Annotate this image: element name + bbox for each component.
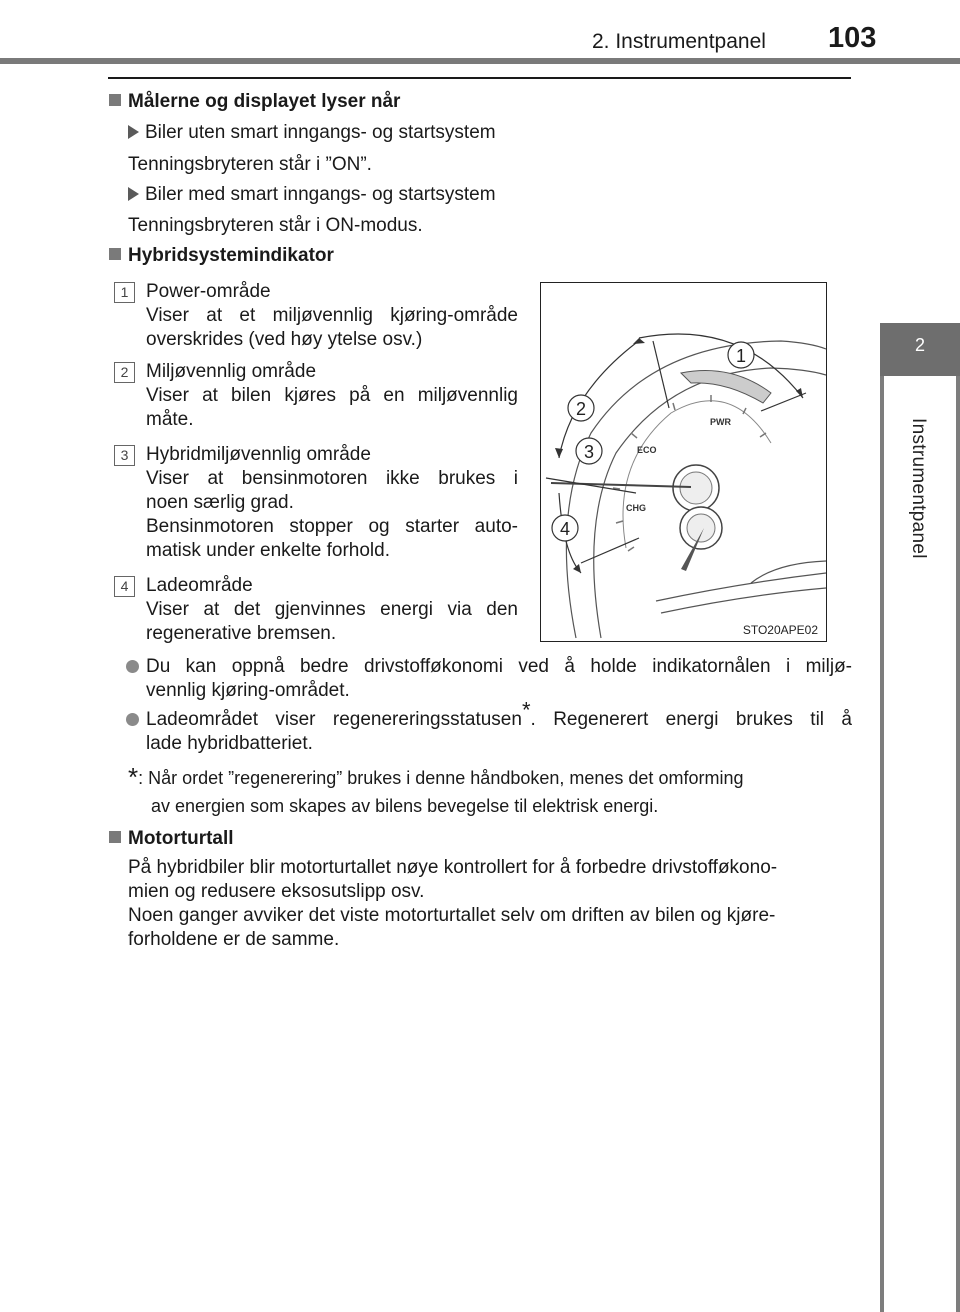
gauge-illustration — [541, 283, 826, 641]
triangle-arrow-icon — [128, 125, 139, 139]
item-text: Tenningsbryteren står i ON-modus. — [128, 215, 423, 236]
section-rule — [108, 77, 851, 79]
range-arc-1 — [639, 334, 803, 398]
item-line: matisk under enkelte forhold. — [146, 540, 390, 561]
hybrid-indicator-figure — [540, 282, 827, 642]
page-number: 103 — [828, 22, 877, 54]
pwr-label: PWR — [710, 417, 731, 427]
chapter-tab-label: Instrumentpanel — [908, 418, 929, 559]
circle-bullet-icon — [126, 713, 139, 726]
arrow-item: Biler med smart inngangs- og startsystem — [128, 183, 496, 207]
number-badge: 4 — [114, 576, 135, 597]
header-rule — [0, 58, 960, 64]
svg-text:1: 1 — [735, 346, 747, 366]
item-line: Viser at bilen kjøres på en miljøvennlig — [146, 385, 518, 406]
item-line: måte. — [146, 409, 194, 430]
footnote-line-2: av energien som skapes av bilens bevegelse til elektrisk energi. — [151, 796, 659, 816]
chg-label: CHG — [626, 503, 646, 513]
arrow-item: Biler uten smart inngangs- og startsystem — [128, 121, 496, 145]
item-title: Miljøvennlig område — [146, 361, 317, 382]
rpm-paragraph: På hybridbiler blir motorturtallet nøye kontrollert for å forbedre drivstofføkono- mien og redusere eksosutslipp osv. Noen ganger avviker det viste motorturtallet selv om driften av bilen og kjøre- forholdene er de samme. — [128, 857, 778, 950]
triangle-arrow-icon — [128, 187, 139, 201]
chapter-title: 2. Instrumentpanel — [592, 30, 766, 53]
eco-label: ECO — [637, 445, 657, 455]
square-bullet-icon — [109, 831, 121, 843]
bullet-item-2: Ladeområdet viser regenereringsstatusen*. Regenerert energi brukes til å lade hybridbatteriet. — [128, 708, 852, 756]
section-heading-rpm: Motorturtall — [109, 828, 234, 850]
pwr-bezel-shape — [681, 371, 771, 404]
bullet-item-1: Du kan oppnå bedre drivstofføkonomi ved å holde indikatornålen i miljø- vennlig kjøring-området. — [128, 655, 852, 703]
svg-text:4: 4 — [559, 519, 571, 539]
footnote: *: Når ordet ”regenerering” brukes i denne håndboken, menes det omforming — [128, 762, 744, 792]
dash-contour — [656, 573, 826, 601]
item-title: Power-område — [146, 281, 271, 302]
svg-text:3: 3 — [583, 442, 595, 462]
item-line: regenerative bremsen. — [146, 623, 337, 644]
square-bullet-icon — [109, 94, 121, 106]
item-line: noen særlig grad. — [146, 492, 294, 513]
dash-contour — [661, 588, 826, 613]
item-line: overskrides (ved høy ytelse osv.) — [146, 329, 423, 350]
item-line: Bensinmotoren stopper og starter auto- — [146, 516, 518, 537]
number-badge: 3 — [114, 445, 135, 466]
item-line: Viser at bensinmotoren ikke brukes i — [146, 468, 518, 489]
section-heading-gauges: Målerne og displayet lyser når — [109, 91, 400, 113]
item-text: Tenningsbryteren står i ”ON”. — [128, 154, 372, 175]
figure-code: STO20APE02 — [742, 623, 818, 637]
item-title: Hybridmiljøvennlig område — [146, 444, 371, 465]
number-badge: 2 — [114, 362, 135, 383]
square-bullet-icon — [109, 248, 121, 260]
footnote-marker: * — [521, 697, 531, 723]
svg-text:2: 2 — [575, 399, 587, 419]
dash-contour — [751, 561, 826, 583]
number-badge: 1 — [114, 282, 135, 303]
item-title: Ladeområde — [146, 575, 253, 596]
chapter-tab-number: 2 — [914, 335, 925, 355]
item-line: Viser at det gjenvinnes energi via den — [146, 599, 518, 620]
circle-bullet-icon — [126, 660, 139, 673]
item-line: Viser at et miljøvennlig kjøring-område — [146, 305, 518, 326]
section-heading-hybrid: Hybridsystemindikator — [109, 245, 334, 267]
